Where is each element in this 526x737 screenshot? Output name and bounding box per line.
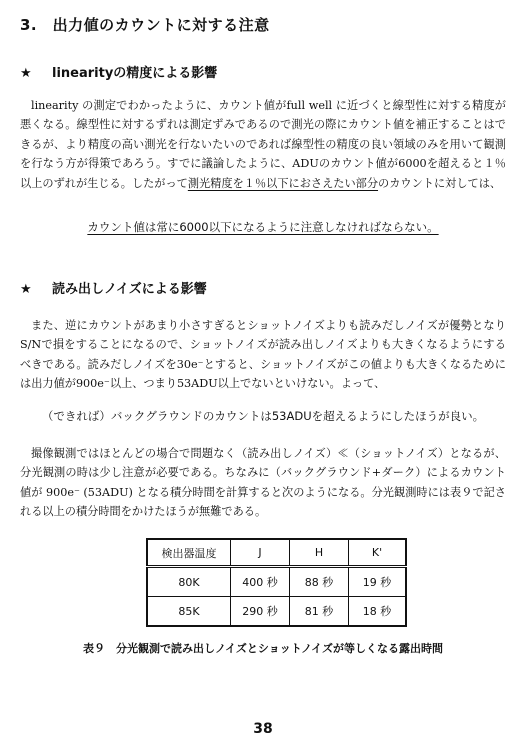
spectroscopy-paragraph: 撮像観測ではほとんどの場合で問題なく（読み出しノイズ）≪（ショットノイズ）となるが、分光観測の時は少し注意が必要である。ちなみに（バックグラウンド+ダーク）によるカウント値が 900e⁻ (53ADU) となる積分時間を計算すると次のようになる。分光観測時には表９で記される以上の積分時間をかけたほうが無難である。 <box>20 447 506 519</box>
table-header-cell: H <box>290 539 349 567</box>
table-cell: 81 秒 <box>290 597 349 627</box>
underlined-phrase: 測光精度を１％以下におさえたい部分 <box>187 176 379 190</box>
paragraph-text: linearity の測定でわかったように、カウント値がfull well に近づくと線型性に対する精度が悪くなる。線型性に対するずれは測定ずみであるので測光の際にカウント値を補正することはできるが、より精度の高い測光を行ないたいのであれば線型性の精度の良い領域のみを用いて観測を行なう方が得策であろう。すでに議論したように、ADUのカウント値が6000を超えると１％以上のずれが生じる。したがって <box>20 99 506 190</box>
star-icon: ★ <box>20 282 32 297</box>
table-caption: 表９ 分光観測で読み出しノイズとショットノイズが等しくなる露出時間 <box>83 642 443 655</box>
table-cell: 18 秒 <box>349 597 407 627</box>
table-row <box>147 597 406 627</box>
linearity-paragraph <box>20 96 506 193</box>
table-header-cell: K' <box>349 539 407 567</box>
table-cell: 400 秒 <box>231 567 290 597</box>
page-number: 38 <box>253 721 273 737</box>
table-header-cell: J <box>231 539 290 567</box>
exposure-time-table <box>146 538 407 627</box>
subsection-heading-linearity <box>20 62 217 81</box>
background-count-note: （できれば）バックグラウンドのカウントは53ADUを超えるようにしたほうが良い。 <box>41 409 485 423</box>
subsection-heading-readnoise <box>20 278 207 297</box>
table-cell: 85K <box>147 597 231 627</box>
readnoise-paragraph: また、逆にカウントがあまり小さすぎるとショットノイズよりも読みだしノイズが優勢となりS/Nで損をすることになるので、ショットノイズが読み出しノイズよりも大きくなるようにするべきである。読みだしノイズを30e⁻とすると、ショットノイズがこの値よりも大きくなるためには出力値が900e⁻以上、つまり53ADU以上でないといけない。よって、 <box>20 319 506 391</box>
table-row <box>147 567 406 597</box>
section-heading: 3. 出力値のカウントに対する注意 <box>20 16 270 34</box>
table-cell: 80K <box>147 567 231 597</box>
count-limit-note: カウント値は常に6000以下になるように注意しなければならない。 <box>87 220 439 234</box>
subsection-title: linearityの精度による影響 <box>52 66 218 81</box>
table-header-cell: 検出器温度 <box>147 539 231 567</box>
table-cell: 19 秒 <box>349 567 407 597</box>
subsection-title: 読み出しノイズによる影響 <box>52 282 207 297</box>
table-header-row <box>147 539 406 567</box>
star-icon: ★ <box>20 66 32 81</box>
table-cell: 88 秒 <box>290 567 349 597</box>
paragraph-text-end: のカウントに対しては、 <box>378 176 502 190</box>
table-cell: 290 秒 <box>231 597 290 627</box>
